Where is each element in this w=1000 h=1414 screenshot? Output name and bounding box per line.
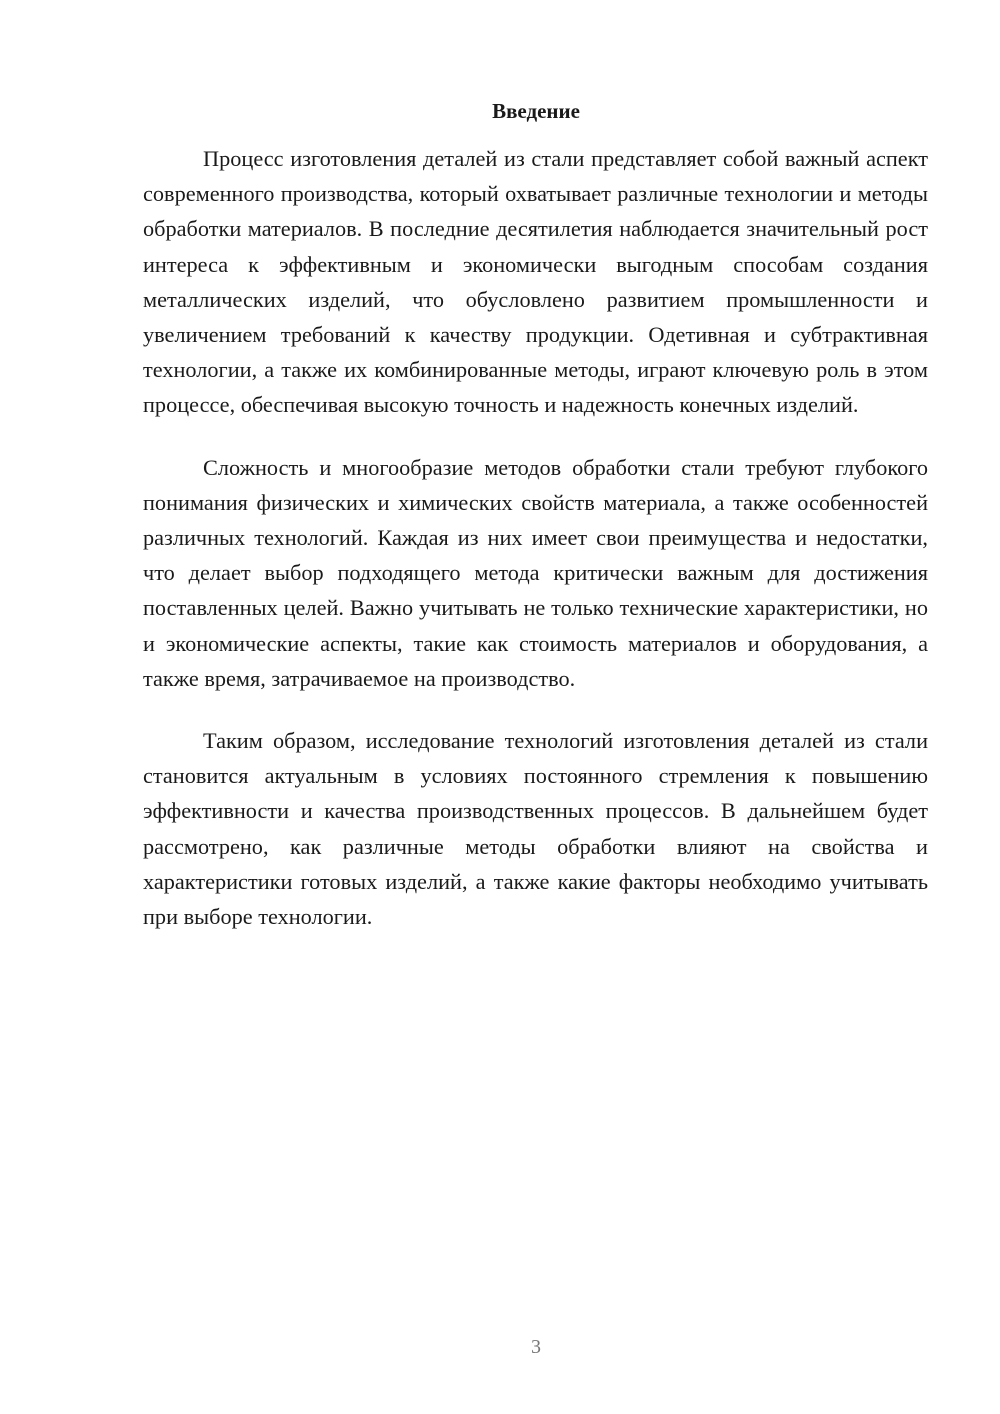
- page-number: 3: [531, 1336, 541, 1358]
- paragraph-3: Таким образом, исследование технологий изготовления деталей из стали становится актуальным в условиях постоянного стремления к повышению эффективности и качества производственных процессов. В дальнейшем будет рассмотрено, как различные методы обработки влияют на свойства и характеристики готовых изделий, а также какие факторы необходимо учитывать при выборе технологии.: [143, 728, 928, 930]
- paragraph-2: Сложность и многообразие методов обработки стали требуют глубокого понимания физических и химических свойств материала, а также особенностей различных технологий. Каждая из них имеет свои преимущества и недостатки, что делает выбор подходящего метода критически важным для достижения поставленных целей. Важно учитывать не только технические характеристики, но и экономические аспекты, такие как стоимость материалов и оборудования, а также время, затрачиваемое на производство.: [143, 454, 928, 691]
- section-heading: Введение: [492, 99, 580, 123]
- body-text: [143, 141, 928, 961]
- paragraph-1: Процесс изготовления деталей из стали представляет собой важный аспект современного производства, который охватывает различные технологии и методы обработки материалов. В последние десятилетия наблюдается значительный рост интереса к эффективным и экономически выгодным способам создания металлических изделий, что обусловлено развитием промышленности и увеличением требований к качеству продукции. Одетивная и субтрактивная технологии, а также их комбинированные методы, играют ключевую роль в этом процессе, обеспечивая высокую точность и надежность конечных изделий.: [143, 146, 928, 418]
